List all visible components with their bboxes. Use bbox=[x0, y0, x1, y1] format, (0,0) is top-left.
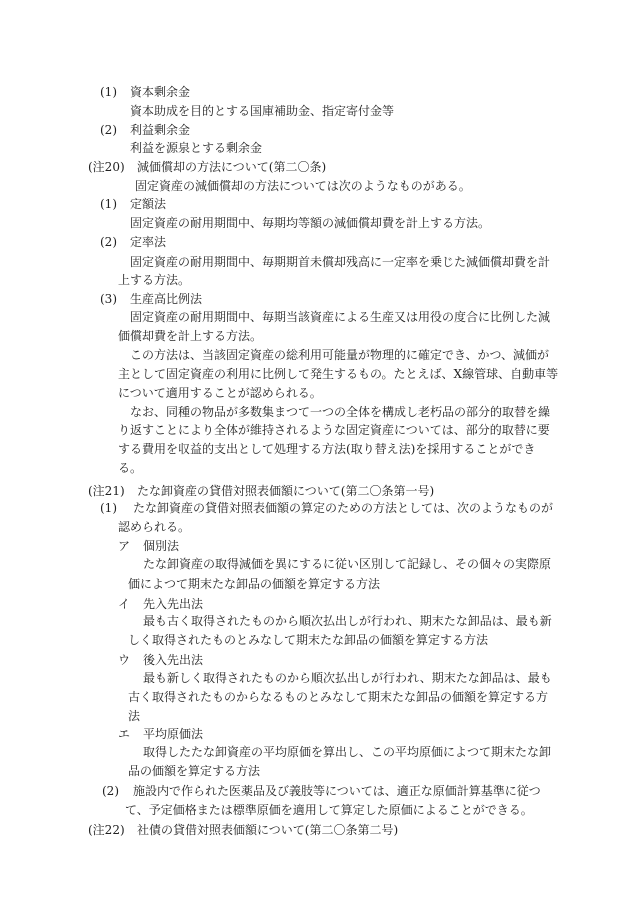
heading: 定率法 bbox=[130, 235, 167, 249]
heading: 生産高比例法 bbox=[130, 292, 203, 306]
body-line: 認められる。 bbox=[118, 520, 191, 534]
note-number: (注22) bbox=[88, 823, 125, 837]
body-line: る。 bbox=[118, 461, 143, 475]
body-line: 主として固定資産の利用に比例して発生するもの。たとえば、X線管球、自動車等 bbox=[118, 367, 559, 381]
body-line: 資本助成を目的とする国庫補助金、指定寄付金等 bbox=[130, 104, 395, 118]
body-line: 最も新しく取得されたものから順次払出しが行われ、期末たな卸品は、最も bbox=[143, 671, 552, 685]
sub-heading: 個別法 bbox=[143, 539, 180, 553]
body-line: り返すことにより全体が維持されるような固定資産については、部分的取替に要 bbox=[118, 423, 550, 437]
body-line: しく取得されたものとみなして期末たな卸品の価額を算定する方法 bbox=[128, 633, 489, 647]
body-line: たな卸資産の取得減価を異にするに従い区別して記録し、その個々の実際原 bbox=[143, 557, 552, 571]
item-number: (1) bbox=[100, 197, 117, 211]
sub-item-marker: エ bbox=[118, 727, 131, 741]
sub-heading: 平均原価法 bbox=[143, 727, 204, 741]
note-heading: 社債の貸借対照表価額について(第二〇条第二号) bbox=[137, 823, 399, 837]
body-line: 固定資産の減価償却の方法については次のようなものがある。 bbox=[135, 179, 471, 193]
body-line: 取得したたな卸資産の平均原価を算出し、この平均原価によつて期末たな卸 bbox=[143, 745, 552, 759]
item-number: (1) bbox=[100, 501, 117, 515]
item-number: (2) bbox=[102, 784, 119, 798]
sub-item-marker: イ bbox=[118, 597, 131, 611]
note-heading: 減価償却の方法について(第二〇条) bbox=[137, 160, 327, 174]
item-number: (2) bbox=[100, 123, 117, 137]
body-line: 固定資産の耐用期間中、毎期期首未償却残高に一定率を乗じた減価償却費を計 bbox=[130, 255, 551, 269]
sub-heading: 先入先出法 bbox=[143, 597, 204, 611]
item-number: (3) bbox=[100, 292, 117, 306]
body-line: て、予定価格または標準原価を適用して算定した原価によることができる。 bbox=[125, 803, 533, 817]
body-line: 価によつて期末たな卸品の価額を算定する方法 bbox=[128, 577, 381, 591]
sub-item-marker: ウ bbox=[118, 653, 131, 667]
heading: 資本剰余金 bbox=[130, 85, 191, 99]
body-line: する費用を収益的支出として処理する方法(取り替え法)を採用することができ bbox=[118, 442, 536, 456]
body-line: この方法は、当該固定資産の総利用可能量が物理的に確定でき、かつ、減価が bbox=[130, 348, 550, 362]
body-line: について適用することが認められる。 bbox=[118, 386, 322, 400]
body-line: 古く取得されたものからなるものとみなして期末たな卸品の価額を算定する方 bbox=[128, 690, 549, 704]
body-line: 固定資産の耐用期間中、毎期均等額の減価償却費を計上する方法。 bbox=[130, 216, 491, 230]
body-line: 品の価額を算定する方法 bbox=[128, 764, 261, 778]
body-line: たな卸資産の貸借対照表価額の算定のための方法としては、次のようなものが bbox=[133, 501, 554, 515]
body-line: 固定資産の耐用期間中、毎期当該資産による生産又は用役の度合に比例した減 bbox=[130, 310, 551, 324]
body-line: 利益を源泉とする剰余金 bbox=[130, 141, 263, 155]
note-number: (注20) bbox=[88, 160, 125, 174]
note-heading: たな卸資産の貸借対照表価額について(第二〇条第一号) bbox=[137, 484, 435, 498]
heading: 定額法 bbox=[130, 197, 167, 211]
sub-heading: 後入先出法 bbox=[143, 653, 204, 667]
body-line: 最も古く取得されたものから順次払出しが行われ、期末たな卸品は、最も新 bbox=[143, 614, 552, 628]
item-number: (2) bbox=[100, 235, 117, 249]
body-line: なお、同種の物品が多数集まつて一つの全体を構成し老朽品の部分的取替を繰 bbox=[130, 405, 551, 419]
body-line: 施設内で作られた医薬品及び義肢等については、適正な原価計算基準に従つ bbox=[133, 784, 541, 798]
heading: 利益剰余金 bbox=[130, 123, 191, 137]
note-number: (注21) bbox=[88, 484, 125, 498]
item-number: (1) bbox=[100, 85, 117, 99]
body-line: 価償却費を計上する方法。 bbox=[118, 329, 263, 343]
sub-item-marker: ア bbox=[118, 539, 131, 553]
body-line: 上する方法。 bbox=[118, 273, 191, 287]
body-line: 法 bbox=[128, 709, 141, 723]
